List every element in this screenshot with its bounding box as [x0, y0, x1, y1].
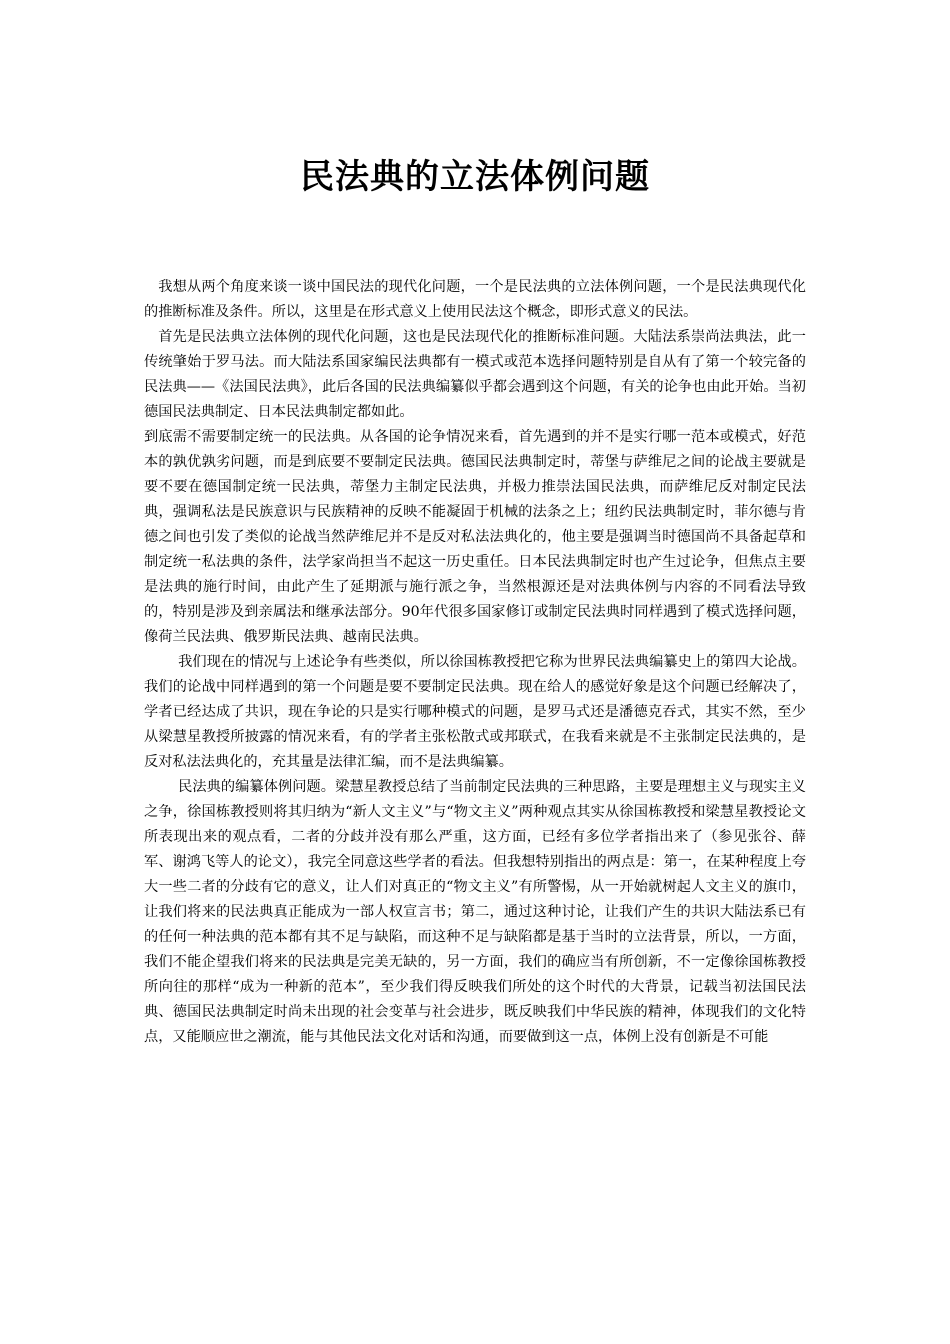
document-body: [144, 275, 806, 1050]
paragraph: 我想从两个角度来谈一谈中国民法的现代化问题，一个是民法典的立法体例问题，一个是民法典现代化的推断标准及条件。所以，这里是在形式意义上使用民法这个概念，即形式意义的民法。: [144, 279, 806, 320]
paragraph: 我们现在的情况与上述论争有些类似，所以徐国栋教授把它称为世界民法典编纂史上的第四大论战。我们的论战中同样遇到的第一个问题是要不要制定民法典。现在给人的感觉好象是这个问题已经解决了，学者已经达成了共识，现在争论的只是实行哪种模式的问题，是罗马式还是潘德克吞式，其实不然，至少从梁慧星教授所披露的情况来看，有的学者主张松散式或邦联式，在我看来就是不主张制定民法典的，是反对私法法典化的，充其量是法律汇编，而不是法典编纂。: [144, 654, 806, 770]
document-title: 民法典的立法体例问题: [300, 157, 650, 197]
paragraph: 民法典的编纂体例问题。梁慧星教授总结了当前制定民法典的三种思路，主要是理想主义与现实主义之争，徐国栋教授则将其归纳为“新人文主义”与“物文主义”两种观点其实从徐国栋教授和梁慧星教授论文所表现出来的观点看，二者的分歧并没有那么严重，这方面，已经有多位学者指出来了（参见张谷、薛军、谢鸿飞等人的论文），我完全同意这些学者的看法。但我想特别指出的两点是：第一，在某种程度上夸大一些二者的分歧有它的意义，让人们对真正的“物文主义”有所警惕，从一开始就树起人文主义的旗巾，让我们将来的民法典真正能成为一部人权宣言书；第二，通过这种讨论，让我们产生的共识大陆法系已有的任何一种法典的范本都有其不足与缺陷，而这种不足与缺陷都是基于当时的立法背景，所以，一方面，我们不能企望我们将来的民法典是完美无缺的，另一方面，我们的确应当有所创新，不一定像徐国栋教授所向往的那样“成为一种新的范本”，至少我们得反映我们所处的这个时代的大背景，记载当初法国民法典、德国民法典制定时尚未出现的社会变革与社会进步，既反映我们中华民族的精神，体现我们的文化特点，又能顺应世之潮流，能与其他民法文化对话和沟通，而要做到这一点，体例上没有创新是不可能: [144, 779, 806, 1045]
paragraph: 到底需不需要制定统一的民法典。从各国的论争情况来看，首先遇到的并不是实行哪一范本或模式，好范本的孰优孰劣问题，而是到底要不要制定民法典。德国民法典制定时，蒂堡与萨维尼之间的论战主要就是要不要在德国制定统一民法典，蒂堡力主制定民法典，并极力推崇法国民法典，而萨维尼反对制定民法典，强调私法是民族意识与民族精神的反映不能凝固于机械的法条之上；纽约民法典制定时，菲尔德与肯德之间也引发了类似的论战当然萨维尼并不是反对私法法典化的，他主要是强调当时德国尚不具备起草和制定统一私法典的条件，法学家尚担当不起这一历史重任。日本民法典制定时也产生过论争，但焦点主要是法典的施行时间，由此产生了延期派与施行派之争，当然根源还是对法典体例与内容的不同看法导致的，特别是涉及到亲属法和继承法部分。90年代很多国家修订或制定民法典时同样遇到了模式选择问题，像荷兰民法典、俄罗斯民法典、越南民法典。: [144, 429, 806, 645]
paragraph: 首先是民法典立法体例的现代化问题，这也是民法现代化的推断标准问题。大陆法系崇尚法典法，此一传统肇始于罗马法。而大陆法系国家编民法典都有一模式或范本选择问题特别是自从有了第一个较完备的民法典——《法国民法典》，此后各国的民法典编纂似乎都会遇到这个问题，有关的论争也由此开始。当初德国民法典制定、日本民法典制定都如此。: [144, 329, 806, 420]
